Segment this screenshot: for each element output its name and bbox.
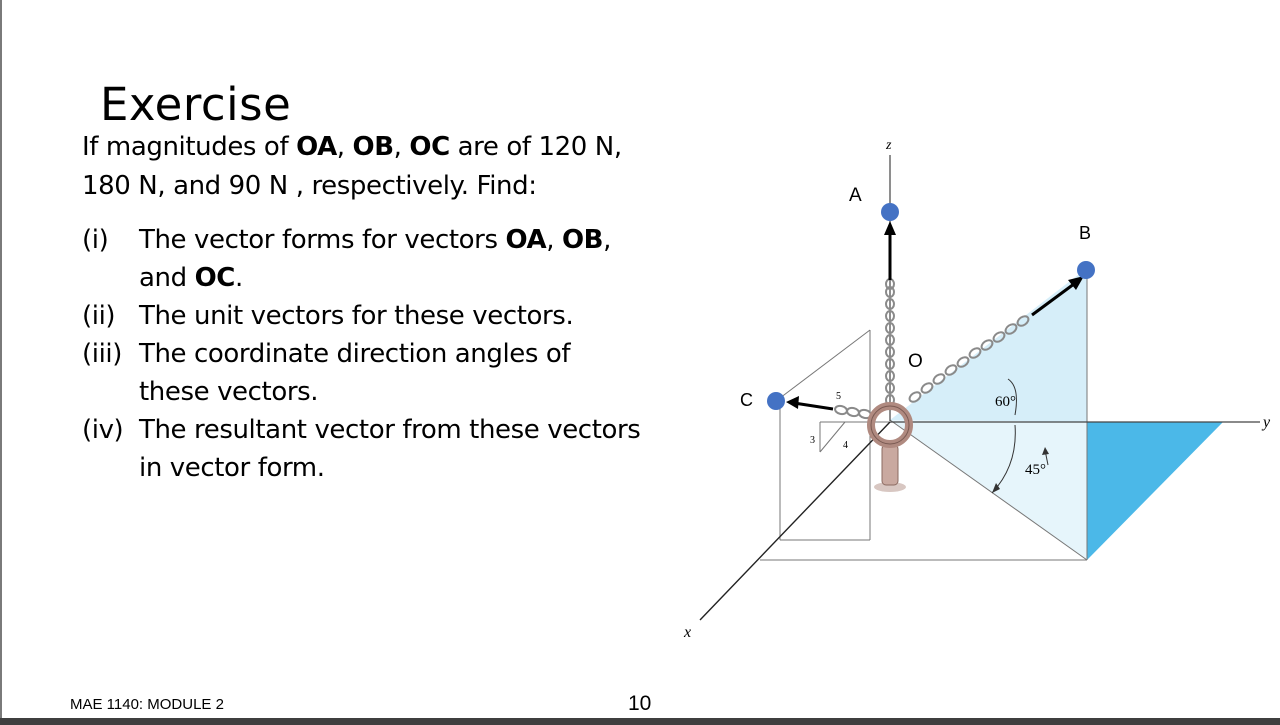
- slide-left-edge: [0, 0, 2, 725]
- question-text-segment: , and: [139, 225, 611, 293]
- label-b: B: [1079, 223, 1092, 243]
- arrowhead-oc: [786, 396, 799, 409]
- question-number: (iv): [82, 415, 124, 445]
- label-tri-5: 5: [836, 391, 841, 402]
- question-item: [82, 221, 642, 297]
- page-number: 10: [628, 692, 652, 715]
- question-list: [82, 221, 642, 487]
- label-y-axis: y: [1263, 414, 1271, 431]
- question-text: [139, 335, 642, 411]
- x-axis-line: [700, 422, 890, 620]
- question-number: (iii): [82, 339, 122, 369]
- question-text-segment: The vector forms for vectors: [139, 225, 506, 255]
- question-text: [139, 297, 642, 335]
- question-bold-segment: OC: [194, 263, 235, 293]
- intro-text-segment: If magnitudes of: [82, 132, 297, 162]
- question-item: [82, 335, 642, 411]
- point-a: [881, 203, 899, 221]
- intro-bold-segment: OA: [296, 132, 337, 162]
- intro-text-segment: ,: [336, 132, 353, 162]
- slide-bottom-edge: [0, 718, 1280, 725]
- label-tri-3: 3: [810, 435, 815, 446]
- arrow-oc: [794, 403, 833, 409]
- question-text: [139, 221, 642, 297]
- question-text-segment: The coordinate direction angles of these vectors.: [139, 339, 571, 407]
- question-text-segment: .: [234, 263, 243, 293]
- intro-bold-segment: OB: [352, 132, 394, 162]
- question-item: [82, 411, 642, 487]
- intro-text-segment: are of 120 N, 180 N, and 90 N , respectively. Find:: [82, 132, 622, 201]
- question-number: (i): [82, 225, 109, 255]
- intro-bold-segment: OC: [409, 132, 450, 162]
- arrowhead-oa: [884, 221, 896, 235]
- vector-diagram: [670, 125, 1280, 645]
- problem-statement: [82, 128, 622, 206]
- point-b: [1077, 261, 1095, 279]
- intro-text-segment: ,: [393, 132, 410, 162]
- slide-title: Exercise: [100, 78, 292, 131]
- chain-oc: [834, 405, 871, 419]
- label-c: C: [740, 390, 753, 410]
- question-text-segment: The unit vectors for these vectors.: [139, 301, 574, 331]
- question-number: (ii): [82, 301, 116, 331]
- question-item: [82, 297, 642, 335]
- label-angle-60: 60°: [995, 394, 1016, 410]
- point-c: [767, 392, 785, 410]
- footer-course: MAE 1140: MODULE 2: [70, 696, 224, 713]
- horizontal-plane-dark: [1087, 422, 1223, 560]
- label-z-axis: z: [886, 138, 892, 153]
- label-a: A: [849, 185, 862, 206]
- label-tri-4: 4: [843, 440, 848, 451]
- label-o: O: [908, 351, 923, 372]
- vector-diagram-svg: [670, 125, 1280, 645]
- question-bold-segment: OB: [561, 225, 604, 255]
- question-text-segment: The resultant vector from these vectors in vector form.: [139, 415, 641, 483]
- question-text-segment: ,: [546, 225, 562, 255]
- question-text: [139, 411, 642, 487]
- label-x-axis: x: [684, 624, 692, 641]
- question-bold-segment: OA: [505, 225, 547, 255]
- label-angle-45: 45°: [1025, 462, 1046, 478]
